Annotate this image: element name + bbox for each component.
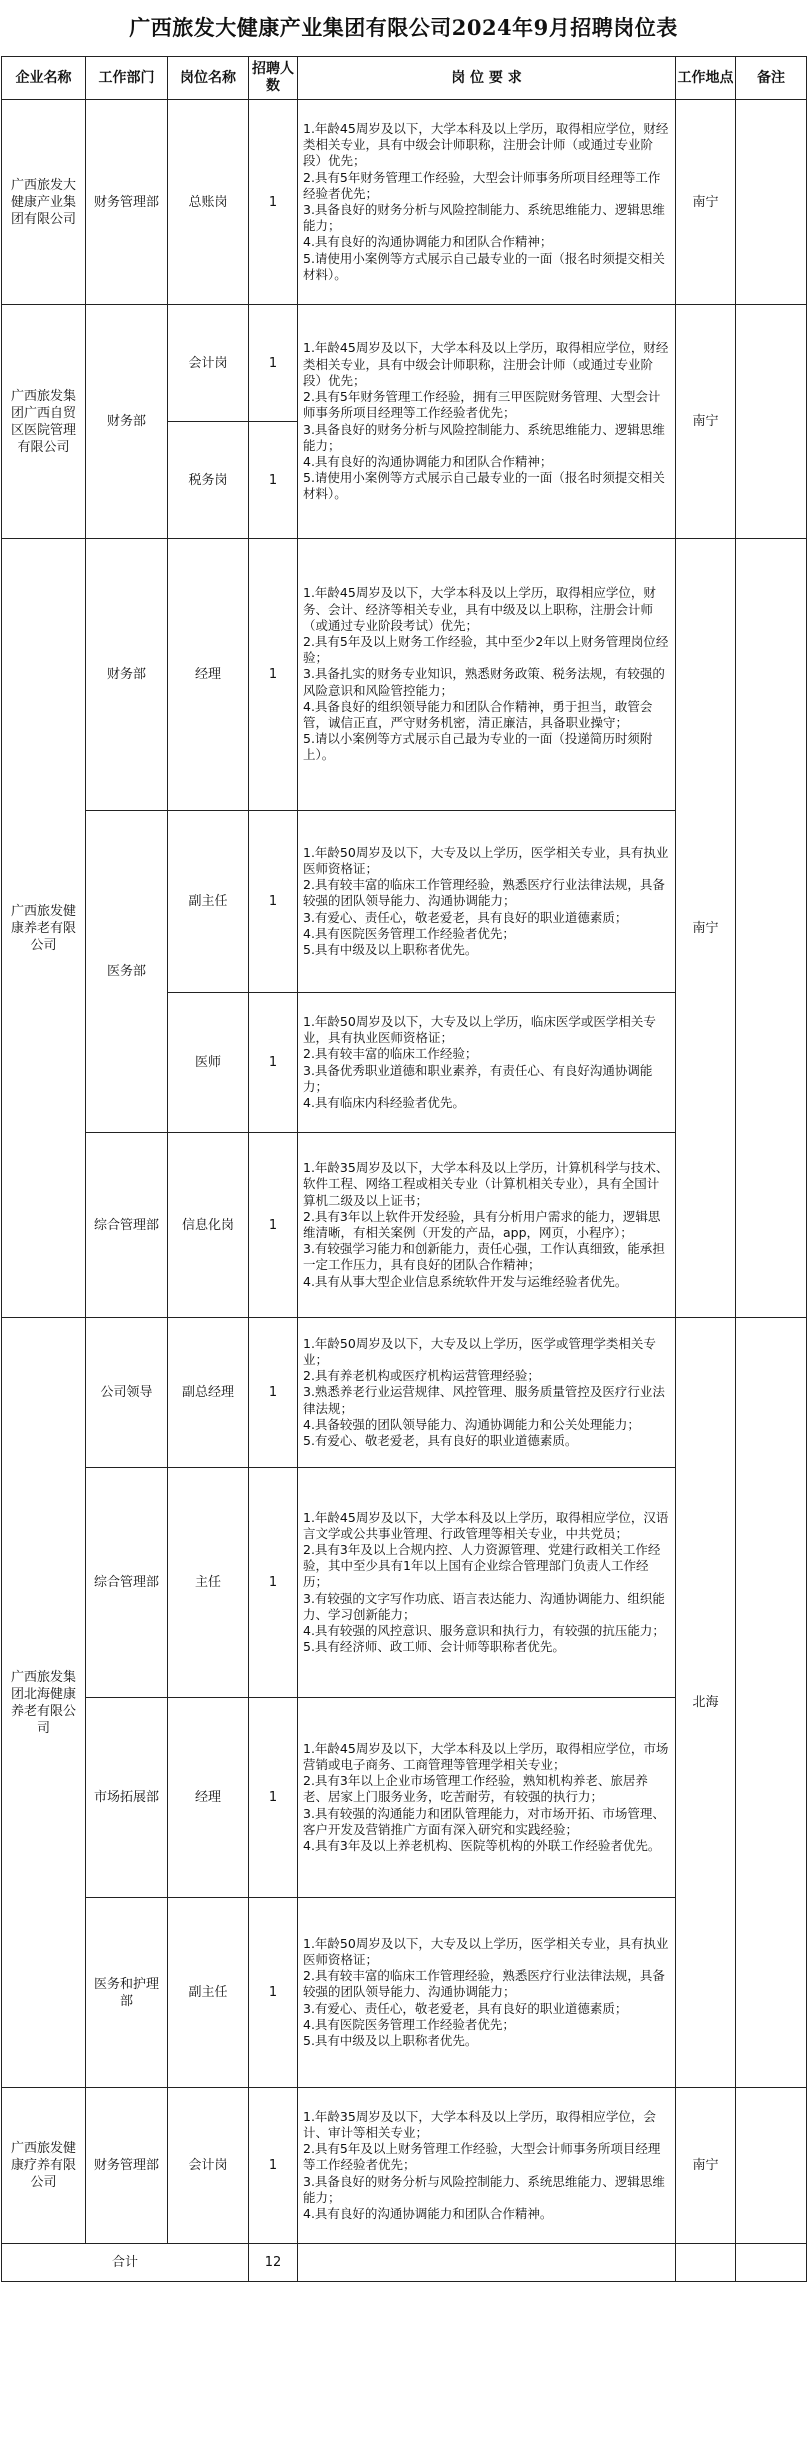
table-row [2, 100, 807, 305]
total-label: 合计 [2, 2244, 249, 2282]
requirement-item: 4.具有临床内科经验者优先。 [303, 1094, 465, 1110]
company-cell: 广西旅发大健康产业集团有限公司 [2, 100, 86, 305]
requirement-item: 2.具有5年财务管理工作经验，拥有三甲医院财务管理、大型会计师事务所项目经理等工作经验者优先； [303, 389, 661, 421]
position-cell: 经理 [168, 539, 249, 811]
position-cell: 主任 [168, 1468, 249, 1698]
requirement-item: 3.具备扎实的财务专业知识，熟悉财务政策、税务法规，有较强的风险意识和风险管控能力； [303, 666, 665, 698]
requirement-item: 2.具有较丰富的临床工作管理经验，熟悉医疗行业法律法规，具备较强的团队领导能力、沟通协调能力； [303, 1968, 665, 2000]
requirements-cell [298, 993, 676, 1133]
dept-cell: 财务部 [86, 539, 168, 811]
remarks-cell [736, 100, 807, 305]
dept-cell: 财务管理部 [86, 100, 168, 305]
requirement-item: 1.年龄45周岁及以下，大学本科及以上学历，取得相应学位，市场营销或电子商务、工商管理等管理学相关专业； [303, 1740, 669, 1772]
requirement-item: 3.有爱心、责任心，敬老爱老，具有良好的职业道德素质； [303, 909, 628, 925]
position-cell: 医师 [168, 993, 249, 1133]
position-cell: 副主任 [168, 1898, 249, 2088]
requirement-item: 5.请以小案例等方式展示自己最为专业的一面（投递简历时须附上）。 [303, 731, 653, 763]
header-remarks: 备注 [736, 57, 807, 100]
dept-cell: 综合管理部 [86, 1133, 168, 1318]
requirement-item: 5.请使用小案例等方式展示自己最专业的一面（报名时须提交相关材料）。 [303, 250, 665, 282]
requirement-item: 2.具有较丰富的临床工作经验； [303, 1046, 478, 1062]
company-cell: 广西旅发集团广西自贸区医院管理有限公司 [2, 305, 86, 539]
requirement-item: 5.有爱心、敬老爱老，具有良好的职业道德素质。 [303, 1433, 578, 1448]
requirement-item: 4.具备较强的团队领导能力、沟通协调能力和公关处理能力； [303, 1416, 640, 1432]
requirements-cell [298, 811, 676, 993]
dept-cell: 市场拓展部 [86, 1698, 168, 1898]
requirement-item: 4.具有较强的风控意识、服务意识和执行力，有较强的抗压能力； [303, 1623, 665, 1638]
position-cell: 税务岗 [168, 422, 249, 539]
total-empty-cell [736, 2244, 807, 2282]
requirement-item: 4.具有良好的沟通协调能力和团队合作精神； [303, 234, 553, 250]
requirements-cell [298, 100, 676, 305]
remarks-cell [736, 1318, 807, 2088]
header-requirements: 岗 位 要 求 [298, 57, 676, 100]
location-cell: 南宁 [676, 539, 736, 1318]
location-cell: 北海 [676, 1318, 736, 2088]
recruitment-table [1, 56, 807, 2282]
requirement-item: 1.年龄50周岁及以下，大专及以上学历，医学相关专业，具有执业医师资格证； [303, 1935, 669, 1967]
requirement-item: 1.年龄45周岁及以下，大学本科及以上学历，取得相应学位，财经类相关专业，具有中级会计师职称，注册会计师（或通过专业阶段）优先； [303, 340, 669, 388]
requirement-item: 3.有爱心、责任心，敬老爱老，具有良好的职业道德素质； [303, 2000, 628, 2016]
requirements-cell [298, 1468, 676, 1698]
location-cell: 南宁 [676, 100, 736, 305]
requirements-cell [298, 305, 676, 539]
requirement-item: 2.具有3年以上企业市场管理工作经验，熟知机构养老、旅居养老、居家上门服务业务，吃苦耐劳，有较强的执行力； [303, 1773, 648, 1805]
requirement-item: 2.具有养老机构或医疗机构运营管理经验； [303, 1368, 540, 1384]
requirement-item: 1.年龄35周岁及以下，大学本科及以上学历，计算机科学与技术、软件工程、网络工程或相关专业（计算机相关专业），具有全国计算机二级及以上证书； [303, 1160, 669, 1208]
dept-cell: 财务管理部 [86, 2088, 168, 2244]
requirements-cell [298, 1318, 676, 1468]
company-cell: 广西旅发集团北海健康养老有限公司 [2, 1318, 86, 2088]
requirement-item: 4.具有医院医务管理工作经验者优先； [303, 2016, 515, 2032]
dept-cell: 综合管理部 [86, 1468, 168, 1698]
total-row [2, 2244, 807, 2282]
company-cell: 广西旅发健康疗养有限公司 [2, 2088, 86, 2244]
count-cell: 1 [249, 1318, 298, 1468]
count-cell: 1 [249, 1698, 298, 1898]
table-row [2, 1318, 807, 1468]
dept-cell: 医务部 [86, 811, 168, 1133]
requirement-item: 3.具备良好的财务分析与风险控制能力、系统思维能力、逻辑思维能力； [303, 2173, 665, 2205]
requirement-item: 1.年龄45周岁及以下，大学本科及以上学历，取得相应学位，财经类相关专业，具有中级会计师职称，注册会计师（或通过专业阶段）优先； [303, 120, 669, 169]
requirements-cell [298, 1698, 676, 1898]
dept-cell: 医务和护理部 [86, 1898, 168, 2088]
requirement-item: 1.年龄35周岁及以下，大学本科及以上学历，取得相应学位，会计、审计等相关专业； [303, 2108, 656, 2140]
requirement-item: 3.具备优秀职业道德和职业素养，有责任心、有良好沟通协调能力； [303, 1062, 653, 1094]
requirement-item: 1.年龄50周岁及以下，大专及以上学历，临床医学或医学相关专业，具有执业医师资格证； [303, 1013, 656, 1046]
requirement-item: 4.具有从事大型企业信息系统软件开发与运维经验者优先。 [303, 1273, 628, 1289]
count-cell: 1 [249, 305, 298, 422]
position-cell: 副主任 [168, 811, 249, 993]
count-cell: 1 [249, 422, 298, 539]
position-cell: 会计岗 [168, 305, 249, 422]
location-cell: 南宁 [676, 2088, 736, 2244]
count-cell: 1 [249, 993, 298, 1133]
count-cell: 1 [249, 539, 298, 811]
requirement-item: 2.具有较丰富的临床工作管理经验，熟悉医疗行业法律法规，具备较强的团队领导能力、沟通协调能力； [303, 877, 665, 909]
dept-cell: 公司领导 [86, 1318, 168, 1468]
requirement-item: 4.具有3年及以上养老机构、医院等机构的外联工作经验者优先。 [303, 1838, 661, 1853]
table-row [2, 2088, 807, 2244]
requirements-cell [298, 539, 676, 811]
position-cell: 经理 [168, 1698, 249, 1898]
requirement-item: 1.年龄50周岁及以下，大专及以上学历，医学或管理学类相关专业； [303, 1335, 656, 1367]
requirement-item: 1.年龄50周岁及以下，大专及以上学历，医学相关专业，具有执业医师资格证； [303, 844, 669, 876]
requirement-item: 3.熟悉养老行业运营规律、风控管理、服务质量管控及医疗行业法律法规； [303, 1384, 665, 1416]
requirement-item: 4.具有医院医务管理工作经验者优先； [303, 925, 515, 941]
requirement-item: 5.具有中级及以上职称者优先。 [303, 2033, 478, 2048]
requirement-item: 3.具备良好的财务分析与风险控制能力、系统思维能力、逻辑思维能力； [303, 202, 665, 234]
count-cell: 1 [249, 1133, 298, 1318]
requirements-cell [298, 1898, 676, 2088]
requirement-item: 3.有较强的文字写作功底、语言表达能力、沟通协调能力、组织能力、学习创新能力； [303, 1590, 665, 1622]
requirement-item: 2.具有5年及以上财务管理工作经验，大型会计师事务所项目经理等工作经验者优先； [303, 2141, 661, 2173]
remarks-cell [736, 2088, 807, 2244]
position-cell: 副总经理 [168, 1318, 249, 1468]
requirement-item: 4.具备良好的组织领导能力和团队合作精神，勇于担当，敢管会管，诚信正直，严守财务机密，清正廉洁，具备职业操守； [303, 698, 653, 730]
requirements-cell [298, 2088, 676, 2244]
total-empty-cell [298, 2244, 676, 2282]
position-cell: 信息化岗 [168, 1133, 249, 1318]
header-row [2, 57, 807, 100]
remarks-cell [736, 539, 807, 1318]
location-cell: 南宁 [676, 305, 736, 539]
header-position: 岗位名称 [168, 57, 249, 100]
dept-cell: 财务部 [86, 305, 168, 539]
company-cell: 广西旅发健康养老有限公司 [2, 539, 86, 1318]
requirement-item: 3.具备良好的财务分析与风险控制能力、系统思维能力、逻辑思维能力； [303, 421, 665, 453]
requirement-item: 2.具有5年及以上财务工作经验，其中至少2年以上财务管理岗位经验； [303, 633, 669, 666]
requirement-item: 2.具有5年财务管理工作经验，大型会计师事务所项目经理等工作经验者优先； [303, 169, 661, 201]
requirement-item: 5.具有中级及以上职称者优先。 [303, 942, 478, 957]
requirement-item: 5.请使用小案例等方式展示自己最专业的一面（报名时须提交相关材料）。 [303, 470, 665, 502]
requirement-item: 3.具有较强的沟通能力和团队管理能力，对市场开拓、市场管理、客户开发及营销推广方面有深入研究和实践经验； [303, 1805, 665, 1837]
position-cell: 总账岗 [168, 100, 249, 305]
page-title: 广西旅发大健康产业集团有限公司2024年9月招聘岗位表 [129, 15, 678, 40]
count-cell: 1 [249, 1898, 298, 2088]
requirement-item: 1.年龄45周岁及以下，大学本科及以上学历，取得相应学位，汉语言文学或公共事业管理、行政管理等相关专业，中共党员； [303, 1509, 669, 1541]
count-cell: 1 [249, 811, 298, 993]
header-count: 招聘人数 [249, 57, 298, 100]
requirement-item: 2.具有3年及以上合规内控、人力资源管理、党建行政相关工作经验，其中至少具有1年以上国有企业综合管理部门负责人工作经历； [303, 1541, 661, 1590]
total-value: 12 [249, 2244, 298, 2282]
requirement-item: 2.具有3年以上软件开发经验，具有分析用户需求的能力，逻辑思维清晰，有相关案例（开发的产品，app，网页，小程序）； [303, 1208, 661, 1240]
count-cell: 1 [249, 1468, 298, 1698]
header-company: 企业名称 [2, 57, 86, 100]
header-dept: 工作部门 [86, 57, 168, 100]
total-empty-cell [676, 2244, 736, 2282]
header-location: 工作地点 [676, 57, 736, 100]
requirement-item: 4.具有良好的沟通协调能力和团队合作精神； [303, 453, 553, 469]
count-cell: 1 [249, 100, 298, 305]
count-cell: 1 [249, 2088, 298, 2244]
position-cell: 会计岗 [168, 2088, 249, 2244]
requirement-item: 1.年龄45周岁及以下，大学本科及以上学历，取得相应学位，财务、会计、经济等相关专业，具有中级及以上职称，注册会计师（或通过专业阶段考试）优先； [303, 585, 656, 633]
requirement-item: 3.有较强学习能力和创新能力，责任心强，工作认真细致，能承担一定工作压力，具有良好的团队合作精神； [303, 1241, 665, 1273]
table-row [2, 539, 807, 811]
remarks-cell [736, 305, 807, 539]
requirement-item: 5.具有经济师、政工师、会计师等职称者优先。 [303, 1639, 565, 1655]
requirement-item: 4.具有良好的沟通协调能力和团队合作精神。 [303, 2206, 553, 2221]
requirements-cell [298, 1133, 676, 1318]
table-row [2, 305, 807, 422]
